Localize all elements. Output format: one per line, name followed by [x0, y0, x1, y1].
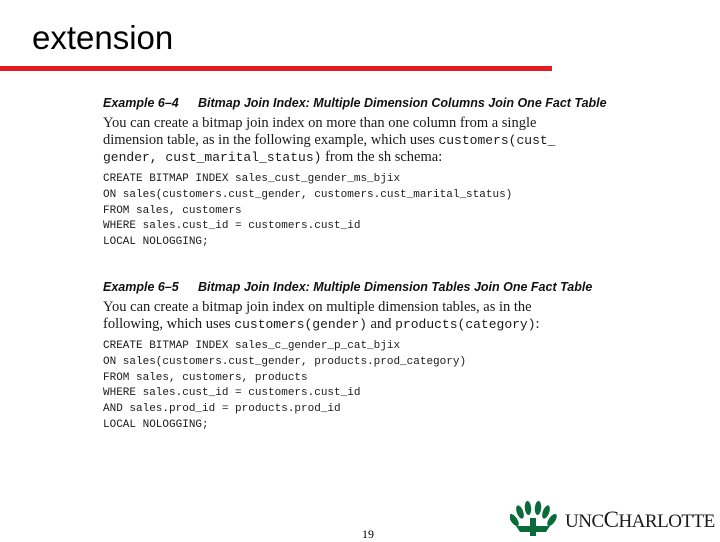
example-title: Bitmap Join Index: Multiple Dimension Columns Join One Fact Table — [198, 96, 607, 110]
unc-charlotte-logo: UNCCHARLOTTE — [565, 507, 715, 532]
text-run: following, which uses — [103, 316, 235, 332]
example-number: Example 6–4 — [103, 96, 179, 110]
code-line: CREATE BITMAP INDEX sales_cust_gender_ms_bjix — [103, 173, 401, 185]
example-title: Bitmap Join Index: Multiple Dimension Tables Join One Fact Table — [198, 280, 593, 294]
code-line: FROM sales, customers — [103, 204, 242, 217]
paragraph-line — [103, 115, 663, 132]
code-line: LOCAL NOLOGGING; — [103, 418, 209, 431]
slide-title: extension — [32, 19, 174, 56]
example-heading — [103, 280, 663, 294]
code-listing — [103, 339, 663, 434]
inline-code: customers(cust_ — [438, 133, 556, 148]
emblem-leaf — [534, 501, 542, 516]
paragraph-line — [103, 316, 663, 333]
code-line: FROM sales, customers, products — [103, 371, 308, 384]
code-line: AND sales.prod_id = products.prod_id — [103, 403, 341, 416]
emblem-leaf — [541, 504, 552, 519]
code-line: CREATE BITMAP INDEX sales_c_gender_p_cat_bjix — [103, 340, 401, 352]
page-number: 19 — [362, 527, 374, 541]
text-run: You can create a bitmap join index on multiple dimension tables, as in the — [103, 299, 532, 315]
example-description — [103, 115, 663, 166]
emblem-leaf — [515, 504, 526, 519]
text-run: : — [535, 316, 540, 332]
paragraph-line — [103, 149, 663, 166]
inline-code: gender, cust_marital_status) — [103, 150, 322, 165]
text-run: You can create a bitmap join index on more than one column from a single — [103, 115, 537, 131]
code-line: WHERE sales.cust_id = customers.cust_id — [103, 387, 361, 400]
code-line: ON sales(customers.cust_gender, products.prod_category) — [103, 355, 467, 368]
example-6-5 — [103, 280, 663, 434]
title-underline — [0, 66, 552, 71]
inline-code: customers(gender) — [234, 317, 367, 332]
code-line: ON sales(customers.cust_gender, customers.cust_marital_status) — [103, 188, 513, 201]
example-number: Example 6–5 — [103, 280, 179, 294]
code-line: WHERE sales.cust_id = customers.cust_id — [103, 220, 361, 233]
paragraph-line — [103, 299, 663, 316]
emblem-leaf — [524, 501, 532, 516]
example-description — [103, 299, 663, 333]
code-line: LOCAL NOLOGGING; — [103, 236, 209, 249]
example-6-4 — [103, 96, 663, 251]
inline-code: products(category) — [395, 317, 536, 332]
paragraph-line — [103, 132, 663, 149]
text-run: from the sh schema: — [321, 149, 443, 165]
text-run: and — [366, 316, 396, 332]
emblem-stem — [530, 518, 536, 536]
text-run: dimension table, as in the following example, which uses — [103, 132, 439, 148]
example-heading — [103, 96, 663, 110]
code-listing — [103, 172, 663, 251]
